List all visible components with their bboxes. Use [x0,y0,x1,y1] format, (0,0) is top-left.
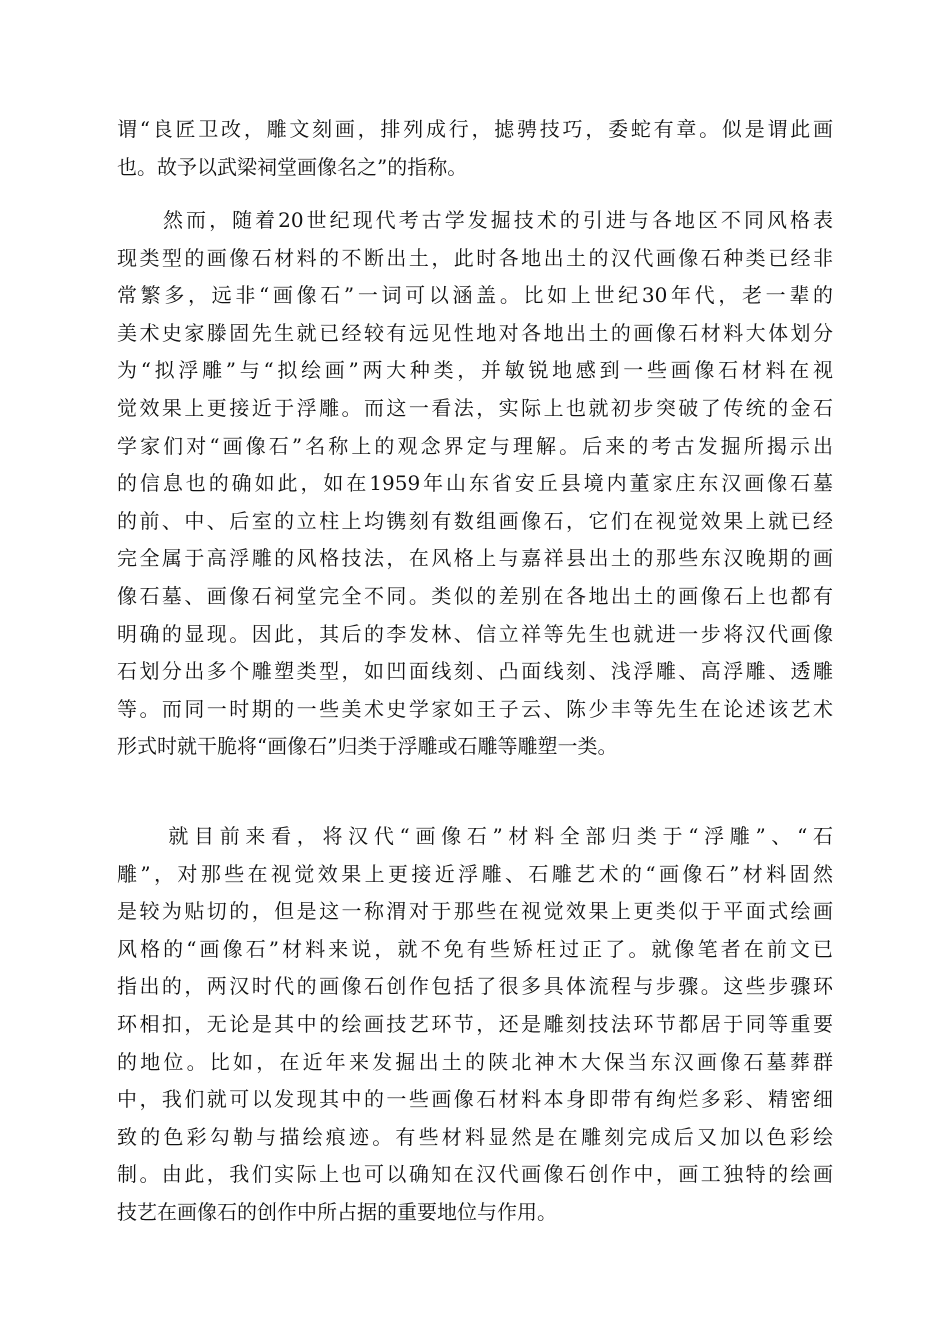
text-line: 是较为贴切的，但是这一称渭对于那些在视觉效果上更类似于平面式绘画 [117,899,833,924]
text-line: 形式时就干脆将“画像石”归类于浮雕或石雕等雕塑一类。 [117,734,618,759]
text-line: 石划分出多个雕塑类型，如凹面线刻、凸面线刻、浅浮雕、高浮雕、透雕 [117,659,833,684]
text-line: 完全属于高浮雕的风格技法，在风格上与嘉祥县出土的那些东汉晚期的画 [117,546,833,571]
paragraph-1 [117,111,833,186]
text-line: 常繁多，远非“画像石”一词可以涵盖。比如上世纪30年代，老一辈的 [117,283,833,308]
text-line: 的地位。比如，在近年来发掘出土的陕北神木大保当东汉画像石墓葬群 [117,1049,833,1074]
text-line: 雕”，对那些在视觉效果上更接近浮雕、石雕艺术的“画像石”材料固然 [117,861,833,886]
text-line: 环相扣，无论是其中的绘画技艺环节，还是雕刻技法环节都居于同等重要 [117,1011,833,1036]
text-line: 致的色彩勾勒与描绘痕迹。有些材料显然是在雕刻完成后又加以色彩绘 [117,1124,833,1149]
text-line: 风格的“画像石”材料来说，就不免有些矫枉过正了。就像笔者在前文已 [117,936,833,961]
text-line: 制。由此，我们实际上也可以确知在汉代画像石创作中，画工独特的绘画 [117,1162,833,1187]
text-line: 谓“良匠卫改，雕文刻画，排列成行，摅骋技巧，委蛇有章。似是谓此画 [117,117,833,141]
text-line: 中，我们就可以发现其中的一些画像石材料本身即带有绚烂多彩、精密细 [117,1087,833,1112]
text-line: 也。故予以武梁祠堂画像名之”的指称。 [117,154,468,179]
text-line: 为“拟浮雕”与“拟绘画”两大种类，并敏锐地感到一些画像石材料在视 [117,358,833,383]
text-line: 的前、中、后室的立柱上均镌刻有数组画像石，它们在视觉效果上就已经 [117,508,833,533]
text-line: 技艺在画像石的创作中所占据的重要地位与作用。 [117,1199,557,1224]
text-line: 的信息也的确如此，如在1959年山东省安丘县境内董家庄东汉画像石墓 [117,471,833,496]
text-line: 就目前来看，将汉代“画像石”材料全部归类于“浮雕”、“石 [117,824,833,848]
text-line: 现类型的画像石材料的不断出土，此时各地出土的汉代画像石种类已经非 [117,245,833,270]
text-line: 觉效果上更接近于浮雕。而这一看法，实际上也就初步突破了传统的金石 [117,395,833,420]
paragraph-3 [117,818,833,1232]
text-line: 然而，随着20世纪现代考古学发掘技术的引进与各地区不同风格表 [117,208,833,232]
text-line: 指出的，两汉时代的画像石创作包括了很多具体流程与步骤。这些步骤环 [117,974,833,999]
text-line: 等。而同一时期的一些美术史学家如王子云、陈少丰等先生在论述该艺术 [117,696,833,721]
text-line: 像石墓、画像石祠堂完全不同。类似的差别在各地出土的画像石上也都有 [117,583,833,608]
text-line: 明确的显现。因此，其后的李发林、信立祥等先生也就进一步将汉代画像 [117,621,833,646]
paragraph-2 [117,202,833,766]
text-line: 学家们对“画像石”名称上的观念界定与理解。后来的考古发掘所揭示出 [117,433,833,458]
text-line: 美术史家滕固先生就已经较有远见性地对各地出土的画像石材料大体划分 [117,320,833,345]
